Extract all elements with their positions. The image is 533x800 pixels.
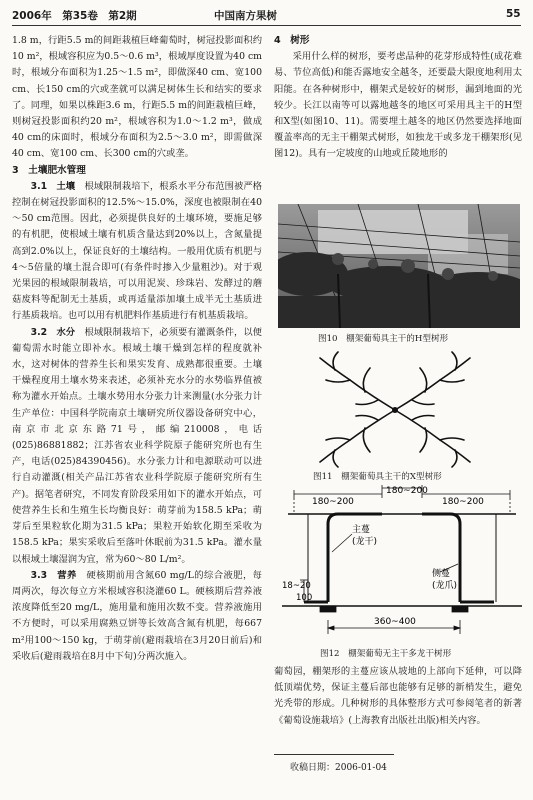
subsection-3-2-head: 3.2 水分 xyxy=(30,326,76,338)
side-vine-label: 侧蔓 xyxy=(432,569,451,579)
main-vine-sub-label: (龙干) xyxy=(352,537,378,547)
paragraph-slope: 葡萄园，棚架形的主蔓应该从坡地的上部向下延伸，可以降低顶端优势，保证主蔓后部也能够有足够的新梢发生，避免光秃带的形成。几种树形的具体整形方式可参阅笔者的新著《葡萄设施栽培》(上海教育出版社出版)相关内容。 xyxy=(274,666,522,726)
subsection-3-3-text: 硬核期前用含氮60 mg/L的综合液肥，每周两次，每次每立方米根域容积浇灌60 L。硬核期后营养液浓度降低至20 mg/L，施用量和施用次数不变。营养液施用不方便时，可以采用腐熟豆饼等长效高含氮有机肥，每667 m²用100～150 kg，于萌芽前(避雨栽培在3月20日前后)和采收后(避雨栽培在8月中下旬)分两次施入。 xyxy=(12,569,262,662)
figure-11-x-diagram xyxy=(290,350,500,468)
trellis-photo-image xyxy=(278,204,520,328)
paragraph-tree-form: 采用什么样的树形，要考虑品种的花芽形成特性(成花难易、节位高低)和能否露地安全越冬，还要最大限度地利用太阳能。在各种树形中，棚架式是较好的树形，漏到地面的光较少。长江以南等可以露地越冬的地区可采用具主干的H型和X型(如图10、11)。需要埋土越冬的地区仍然要选择地面覆盖率高的无主干棚架式树形，如独龙干或多龙干棚架形(见图12)。具有一定坡度的山地或丘陵地形的 xyxy=(274,51,522,160)
received-date: 收稿日期：2006-01-04 xyxy=(290,763,387,773)
base-label: 100 xyxy=(296,593,313,603)
journal-title: 中国南方果树 xyxy=(214,10,277,22)
page-number: 55 xyxy=(506,8,521,20)
paragraph-water xyxy=(12,325,262,568)
main-vine-label: 主蔓 xyxy=(352,525,371,535)
subsection-3-2-text: 根域限制栽培下，必须要有灌溉条件，以便葡萄需水时能立即补水。根域土壤干燥到怎样的程度就补水，这对树体的营养生长和果实发育、成熟都很重要。土壤干燥程度用土壤水势来表述，必须补充水分的水势临界值被称为灌水开始点。土壤水势用水分张力计来测量(水分张力计生产单位：中国科学院南京土壤研究所仪器设备研究中心，南京市北京东路71号，邮编210008，电话(025)86881882；江苏省农业科学院原子能研究所也有生产，电话(025)84390456)。水分张力计和电源联动可以进行自动灌溉(相关产品江苏省农业科学院原子能研究所有生产)。据笔者研究，不同发育阶段采用如下的灌水开始点，可使营养生长和生殖生长均衡良好：萌芽前为158.5 kPa；萌芽后至果粒软化期为31.5 kPa；果粒开始软化期至采收为158.5 kPa；果实采收后至落叶休眠前为31.5 kPa。灌水量以根域土壤湿润为宜，常为60～80 L/m²。 xyxy=(12,326,262,565)
row-width-label: 360~400 xyxy=(374,617,416,627)
dim-left-label: 180~200 xyxy=(312,497,354,507)
side-vine-sub-label: (龙爪) xyxy=(432,581,458,591)
height-label: 18~20 xyxy=(282,581,311,591)
right-column-bottom xyxy=(274,664,522,729)
paragraph-soil xyxy=(12,179,262,325)
paragraph-spacing: 1.8 m，行距5.5 m的间距栽植巨峰葡萄时，树冠投影面积约10 m²，根域容积应为0.5～0.6 m³，根域厚度设置为40 cm时，根域分布面积为1.25～1.5 m²，即做深40 cm、宽100 cm、长150 cm的穴或垄就可以满足树体生长和结实的要求了。同理，如果以株距3.6 m，行距5.5 m的间距栽植巨峰，则树冠投影面积约20 m²，根域容积为1.0～1.2 m³，做成40 cm的床面时，根域分布面积为2.5～3.0 m²，即需做深40 cm、宽100 cm、长300 cm的穴或垄。 xyxy=(12,35,262,160)
subsection-3-1-head: 3.1 土壤 xyxy=(30,180,76,192)
figure-10-caption: 图10 棚架葡萄具主干的H型树形 xyxy=(318,334,449,344)
running-header xyxy=(0,0,533,26)
dim-right-label: 180~200 xyxy=(442,497,484,507)
paragraph-nutrition xyxy=(12,568,262,665)
dim-top-label: 180~200 xyxy=(386,486,428,496)
section-3-title: 3 土壤肥水管理 xyxy=(12,164,86,176)
subsection-3-3-head: 3.3 营养 xyxy=(30,569,77,581)
journal-issue: 2006年 第35卷 第2期 xyxy=(12,10,137,22)
right-column-top xyxy=(274,33,522,163)
figure-12-caption: 图12 棚架葡萄无主干多龙干树形 xyxy=(320,649,452,659)
footnote-rule xyxy=(274,754,394,755)
left-column xyxy=(12,33,262,665)
header-rule xyxy=(12,25,521,26)
figure-10-photo xyxy=(278,204,520,328)
section-4-title: 4 树形 xyxy=(274,35,310,46)
figure-11-caption: 图11 棚架葡萄具主干的X型树形 xyxy=(313,472,442,482)
figure-12-trellis-diagram xyxy=(282,484,522,642)
subsection-3-1-text: 根域限制栽培下，根系水平分布范围被严格控制在树冠投影面积的12.5%～15.0%，深度也被限制在40～50 cm范围。因此，必须提供良好的土壤环境，要施足够的有机肥，使根域土壤有机质含量达到20%以上，含氮量提高到2.0%以上，保证良好的土壤结构。一般用优质有机肥与4～5倍量的壤土混合即可(有条件时掺入少量粗沙)。对于观光果园的根域限制栽培，可以用泥炭、珍珠岩、发酵过的蘑菇废料等配制无土基质，或再适量添加壤土成半无土基质进行基质栽培。也可以用有机肥料作基质进行有机基质栽培。 xyxy=(12,180,262,322)
